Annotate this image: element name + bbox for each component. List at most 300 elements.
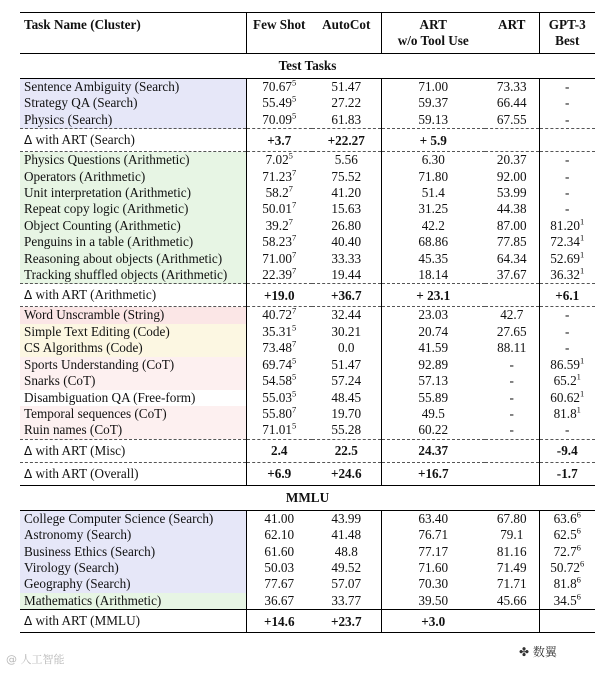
few-shot-cell bbox=[246, 544, 312, 560]
art-cell-value: 81.16 bbox=[496, 543, 527, 559]
autocot-cell-value: 0.0 bbox=[338, 340, 355, 356]
art-no-tool-cell-value: 59.13 bbox=[418, 111, 449, 127]
gpt3-best-cell-value: 60.62 bbox=[550, 389, 580, 405]
autocot-cell bbox=[312, 560, 381, 576]
art-cell-value: 71.71 bbox=[496, 576, 527, 592]
few-shot-citation: 5 bbox=[288, 150, 293, 161]
autocot-cell-value: 57.07 bbox=[331, 576, 362, 592]
few-shot-citation: 7 bbox=[291, 306, 297, 317]
autocot-cell-value: 15.63 bbox=[331, 201, 362, 217]
summary-art bbox=[485, 284, 539, 307]
art-cell bbox=[485, 234, 539, 250]
task-name: Business Ethics (Search) bbox=[20, 544, 246, 560]
header-task-name: Task Name (Cluster) bbox=[24, 17, 141, 32]
summary-few-shot: +14.6 bbox=[246, 610, 312, 633]
autocot-cell-value: 19.44 bbox=[331, 267, 362, 283]
art-no-tool-cell-value: 71.00 bbox=[418, 79, 449, 94]
few-shot-cell-value: 58.23 bbox=[262, 234, 292, 250]
autocot-cell bbox=[312, 307, 381, 324]
few-shot-citation: 5 bbox=[291, 77, 297, 88]
autocot-cell-value: 27.22 bbox=[331, 95, 362, 111]
watermark-right: ✤ 数翼 bbox=[519, 645, 557, 659]
few-shot-cell-value: 40.72 bbox=[262, 307, 292, 323]
gpt3-best-cell-value: 72.7 bbox=[553, 543, 577, 559]
few-shot-citation: 7 bbox=[291, 200, 297, 211]
task-name: Virology (Search) bbox=[20, 560, 246, 576]
task-name: College Computer Science (Search) bbox=[20, 510, 246, 527]
art-no-tool-cell bbox=[381, 251, 485, 267]
autocot-cell-value: 43.99 bbox=[331, 510, 362, 526]
few-shot-citation: 7 bbox=[291, 232, 297, 243]
watermark-left: @ 人工智能 bbox=[6, 653, 65, 666]
art-cell-value: 45.66 bbox=[496, 592, 527, 608]
gpt3-best-cell-value: 81.8 bbox=[553, 576, 577, 592]
table-row bbox=[20, 201, 595, 217]
autocot-cell bbox=[312, 185, 381, 201]
art-cell-value: 88.11 bbox=[497, 340, 527, 356]
gpt3-best-cell bbox=[539, 510, 595, 527]
few-shot-cell-value: 7.02 bbox=[265, 152, 289, 168]
gpt3-citation: 1 bbox=[576, 404, 581, 415]
few-shot-cell bbox=[246, 422, 312, 439]
task-name: Sports Understanding (CoT) bbox=[20, 357, 246, 373]
gpt3-best-cell bbox=[539, 112, 595, 129]
few-shot-citation: 7 bbox=[291, 404, 297, 415]
few-shot-citation: 5 bbox=[291, 110, 297, 121]
autocot-cell bbox=[312, 79, 381, 96]
table-row bbox=[20, 169, 595, 185]
gpt3-best-cell bbox=[539, 251, 595, 267]
art-cell-value: - bbox=[509, 405, 514, 421]
gpt3-best-cell-value: 36.32 bbox=[550, 267, 580, 283]
art-no-tool-cell bbox=[381, 79, 485, 96]
art-cell-value: 64.34 bbox=[496, 250, 527, 266]
few-shot-cell bbox=[246, 307, 312, 324]
summary-gpt3-best bbox=[539, 610, 595, 633]
table-row bbox=[20, 267, 595, 284]
gpt3-best-cell bbox=[539, 373, 595, 389]
gpt3-best-cell bbox=[539, 593, 595, 610]
autocot-cell-value: 30.21 bbox=[331, 323, 362, 339]
summary-label bbox=[20, 284, 246, 307]
autocot-cell-value: 55.28 bbox=[331, 422, 362, 438]
few-shot-cell bbox=[246, 527, 312, 543]
art-cell-value: 71.49 bbox=[496, 559, 527, 575]
gpt3-best-cell bbox=[539, 152, 595, 169]
art-cell bbox=[485, 201, 539, 217]
art-no-tool-cell-value: 51.4 bbox=[421, 185, 445, 201]
autocot-cell-value: 49.52 bbox=[331, 559, 362, 575]
autocot-cell-value: 40.40 bbox=[331, 234, 362, 250]
few-shot-cell-value: 71.01 bbox=[262, 422, 292, 438]
table-row bbox=[20, 527, 595, 543]
gpt3-best-cell bbox=[539, 560, 595, 576]
summary-autocot: 22.5 bbox=[312, 439, 381, 462]
task-name: Physics Questions (Arithmetic) bbox=[20, 152, 246, 169]
few-shot-cell-value: 22.39 bbox=[262, 267, 292, 283]
few-shot-cell bbox=[246, 593, 312, 610]
gpt3-citation: 1 bbox=[579, 265, 585, 276]
art-no-tool-cell-value: 59.37 bbox=[418, 95, 449, 111]
summary-row-overall bbox=[20, 462, 595, 485]
art-cell bbox=[485, 527, 539, 543]
summary-label-text: with ART (Search) bbox=[32, 132, 135, 148]
task-name: Simple Text Editing (Code) bbox=[20, 324, 246, 340]
summary-art-no-tool: 24.37 bbox=[381, 439, 485, 462]
gpt3-best-cell-value: - bbox=[565, 111, 570, 127]
gpt3-best-cell bbox=[539, 422, 595, 439]
art-no-tool-cell-value: 57.13 bbox=[418, 373, 449, 389]
autocot-cell bbox=[312, 169, 381, 185]
art-cell bbox=[485, 373, 539, 389]
art-no-tool-cell-value: 55.89 bbox=[418, 389, 449, 405]
few-shot-cell bbox=[246, 340, 312, 356]
art-no-tool-cell bbox=[381, 560, 485, 576]
art-no-tool-cell-value: 41.59 bbox=[418, 340, 449, 356]
few-shot-cell-value: 50.03 bbox=[264, 559, 295, 575]
few-shot-cell-value: 39.2 bbox=[265, 217, 289, 233]
gpt3-best-cell-value: - bbox=[565, 340, 570, 356]
art-no-tool-cell bbox=[381, 324, 485, 340]
art-cell bbox=[485, 340, 539, 356]
gpt3-best-cell-value: 86.59 bbox=[550, 356, 580, 372]
art-no-tool-cell bbox=[381, 340, 485, 356]
autocot-cell bbox=[312, 201, 381, 217]
art-cell bbox=[485, 406, 539, 422]
art-cell bbox=[485, 95, 539, 111]
summary-gpt3-best: -9.4 bbox=[539, 439, 595, 462]
gpt3-best-cell-value: 72.34 bbox=[550, 234, 580, 250]
autocot-cell bbox=[312, 357, 381, 373]
gpt3-citation: 6 bbox=[576, 591, 581, 602]
header-art-no-tool-line2: w/o Tool Use bbox=[397, 33, 469, 48]
table-row bbox=[20, 218, 595, 234]
delta-symbol: Δ bbox=[24, 443, 33, 458]
few-shot-citation: 5 bbox=[291, 388, 297, 399]
gpt3-best-cell-value: 34.5 bbox=[553, 592, 577, 608]
art-cell bbox=[485, 218, 539, 234]
few-shot-citation: 5 bbox=[291, 94, 297, 105]
gpt3-best-cell-value: - bbox=[565, 79, 570, 94]
gpt3-best-cell-value: 65.2 bbox=[553, 373, 577, 389]
task-name: Unit interpretation (Arithmetic) bbox=[20, 185, 246, 201]
gpt3-best-cell bbox=[539, 340, 595, 356]
art-no-tool-cell-value: 77.17 bbox=[418, 543, 449, 559]
autocot-cell bbox=[312, 251, 381, 267]
few-shot-cell-value: 50.01 bbox=[262, 201, 292, 217]
table-row bbox=[20, 357, 595, 373]
few-shot-cell-value: 77.67 bbox=[264, 576, 295, 592]
few-shot-citation: 5 bbox=[291, 322, 297, 333]
gpt3-citation: 1 bbox=[579, 216, 585, 227]
gpt3-citation: 6 bbox=[579, 558, 585, 569]
few-shot-cell bbox=[246, 357, 312, 373]
table-row bbox=[20, 79, 595, 96]
few-shot-cell-value: 58.2 bbox=[265, 185, 289, 201]
autocot-cell-value: 19.70 bbox=[331, 405, 362, 421]
table-row bbox=[20, 510, 595, 527]
gpt3-best-cell bbox=[539, 185, 595, 201]
art-cell bbox=[485, 357, 539, 373]
art-no-tool-cell bbox=[381, 422, 485, 439]
few-shot-cell-value: 71.00 bbox=[262, 250, 292, 266]
autocot-cell bbox=[312, 373, 381, 389]
art-no-tool-cell-value: 63.40 bbox=[418, 510, 449, 526]
art-no-tool-cell bbox=[381, 390, 485, 406]
autocot-cell bbox=[312, 112, 381, 129]
autocot-cell bbox=[312, 267, 381, 284]
art-cell bbox=[485, 510, 539, 527]
gpt3-citation: 6 bbox=[576, 509, 581, 520]
art-no-tool-cell-value: 92.89 bbox=[418, 356, 449, 372]
task-name: Sentence Ambiguity (Search) bbox=[20, 79, 246, 96]
section-title-mmlu: MMLU bbox=[20, 485, 595, 510]
autocot-cell-value: 61.83 bbox=[331, 111, 362, 127]
art-no-tool-cell-value: 68.86 bbox=[418, 234, 449, 250]
art-cell-value: 20.37 bbox=[496, 152, 527, 168]
section-title-test-tasks: Test Tasks bbox=[20, 54, 595, 79]
art-no-tool-cell-value: 71.80 bbox=[418, 168, 449, 184]
autocot-cell bbox=[312, 576, 381, 592]
gpt3-best-cell bbox=[539, 169, 595, 185]
task-name: Ruin names (CoT) bbox=[20, 422, 246, 439]
art-no-tool-cell bbox=[381, 267, 485, 284]
delta-symbol: Δ bbox=[24, 614, 33, 629]
gpt3-best-cell-value: - bbox=[565, 323, 570, 339]
task-name: Reasoning about objects (Arithmetic) bbox=[20, 251, 246, 267]
art-no-tool-cell bbox=[381, 510, 485, 527]
gpt3-best-cell bbox=[539, 201, 595, 217]
art-no-tool-cell bbox=[381, 527, 485, 543]
gpt3-citation: 6 bbox=[576, 525, 581, 536]
header-gpt3-line1: GPT-3 bbox=[548, 17, 586, 32]
summary-art-no-tool: + 5.9 bbox=[381, 129, 485, 152]
section-mmlu bbox=[20, 485, 595, 510]
summary-art-no-tool: +16.7 bbox=[381, 462, 485, 485]
few-shot-cell bbox=[246, 324, 312, 340]
few-shot-cell bbox=[246, 79, 312, 96]
few-shot-cell bbox=[246, 169, 312, 185]
few-shot-cell-value: 41.00 bbox=[264, 510, 295, 526]
table-row bbox=[20, 390, 595, 406]
few-shot-cell-value: 35.31 bbox=[262, 323, 292, 339]
art-cell bbox=[485, 79, 539, 96]
gpt3-citation: 6 bbox=[576, 542, 581, 553]
header-autocot: AutoCot bbox=[322, 17, 371, 32]
table-row bbox=[20, 560, 595, 576]
gpt3-best-cell bbox=[539, 576, 595, 592]
few-shot-cell-value: 70.67 bbox=[262, 79, 292, 94]
autocot-cell-value: 5.56 bbox=[334, 152, 358, 168]
autocot-cell bbox=[312, 324, 381, 340]
art-cell bbox=[485, 390, 539, 406]
few-shot-cell bbox=[246, 152, 312, 169]
summary-autocot: +24.6 bbox=[312, 462, 381, 485]
task-name: Physics (Search) bbox=[20, 112, 246, 129]
table-body bbox=[20, 54, 595, 633]
summary-few-shot: 2.4 bbox=[246, 439, 312, 462]
summary-art bbox=[485, 439, 539, 462]
gpt3-best-cell bbox=[539, 406, 595, 422]
art-no-tool-cell-value: 60.22 bbox=[418, 422, 449, 438]
table-row bbox=[20, 324, 595, 340]
gpt3-best-cell-value: 63.6 bbox=[553, 510, 577, 526]
summary-few-shot: +6.9 bbox=[246, 462, 312, 485]
gpt3-best-cell-value: 81.20 bbox=[550, 217, 580, 233]
art-cell bbox=[485, 422, 539, 439]
gpt3-best-cell bbox=[539, 544, 595, 560]
few-shot-citation: 7 bbox=[291, 265, 297, 276]
art-cell bbox=[485, 560, 539, 576]
few-shot-cell bbox=[246, 560, 312, 576]
few-shot-cell bbox=[246, 510, 312, 527]
summary-autocot: +23.7 bbox=[312, 610, 381, 633]
gpt3-best-cell bbox=[539, 79, 595, 96]
summary-row-mmlu bbox=[20, 610, 595, 633]
table-row bbox=[20, 307, 595, 324]
art-cell-value: - bbox=[509, 356, 514, 372]
gpt3-best-cell bbox=[539, 307, 595, 324]
few-shot-cell bbox=[246, 267, 312, 284]
table-row bbox=[20, 593, 595, 610]
art-no-tool-cell-value: 23.03 bbox=[418, 307, 449, 323]
summary-art bbox=[485, 462, 539, 485]
summary-row-search bbox=[20, 129, 595, 152]
header-gpt3-best bbox=[539, 13, 595, 54]
art-cell bbox=[485, 152, 539, 169]
autocot-cell-value: 51.47 bbox=[331, 79, 362, 94]
summary-label-text: with ART (MMLU) bbox=[32, 613, 140, 629]
gpt3-best-cell-value: 50.72 bbox=[550, 559, 580, 575]
few-shot-citation: 7 bbox=[288, 216, 293, 227]
few-shot-cell-value: 55.49 bbox=[262, 95, 292, 111]
art-cell-value: 44.38 bbox=[496, 201, 527, 217]
gpt3-best-cell bbox=[539, 267, 595, 284]
art-no-tool-cell bbox=[381, 201, 485, 217]
results-table bbox=[20, 12, 595, 633]
autocot-cell bbox=[312, 95, 381, 111]
autocot-cell bbox=[312, 406, 381, 422]
few-shot-cell bbox=[246, 390, 312, 406]
autocot-cell-value: 33.77 bbox=[331, 592, 362, 608]
autocot-cell bbox=[312, 544, 381, 560]
task-name: Repeat copy logic (Arithmetic) bbox=[20, 201, 246, 217]
art-cell-value: 77.85 bbox=[496, 234, 527, 250]
art-cell bbox=[485, 576, 539, 592]
summary-few-shot: +3.7 bbox=[246, 129, 312, 152]
gpt3-best-cell-value: - bbox=[565, 422, 570, 438]
art-no-tool-cell bbox=[381, 185, 485, 201]
gpt3-citation: 1 bbox=[579, 232, 585, 243]
art-cell-value: 79.1 bbox=[500, 527, 524, 543]
few-shot-citation: 5 bbox=[291, 420, 297, 431]
summary-gpt3-best: +6.1 bbox=[539, 284, 595, 307]
art-no-tool-cell bbox=[381, 152, 485, 169]
summary-art-no-tool: +3.0 bbox=[381, 610, 485, 633]
autocot-cell bbox=[312, 390, 381, 406]
task-name: Disambiguation QA (Free-form) bbox=[24, 389, 196, 405]
autocot-cell-value: 48.8 bbox=[334, 543, 358, 559]
summary-label bbox=[20, 129, 246, 152]
autocot-cell-value: 75.52 bbox=[331, 168, 362, 184]
autocot-cell bbox=[312, 593, 381, 610]
table-row bbox=[20, 576, 595, 592]
header-art-no-tool bbox=[381, 13, 485, 54]
art-cell-value: 27.65 bbox=[496, 323, 527, 339]
art-cell-value: 73.33 bbox=[496, 79, 527, 94]
summary-label-text: with ART (Overall) bbox=[32, 465, 139, 481]
autocot-cell-value: 32.44 bbox=[331, 307, 362, 323]
few-shot-cell bbox=[246, 185, 312, 201]
few-shot-cell bbox=[246, 95, 312, 111]
summary-row-misc bbox=[20, 439, 595, 462]
autocot-cell-value: 48.45 bbox=[331, 389, 362, 405]
delta-symbol: Δ bbox=[24, 288, 33, 303]
task-name: Tracking shuffled objects (Arithmetic) bbox=[20, 267, 246, 284]
table-row bbox=[20, 340, 595, 356]
task-name: Penguins in a table (Arithmetic) bbox=[20, 234, 246, 250]
gpt3-best-cell bbox=[539, 324, 595, 340]
summary-gpt3-best bbox=[539, 129, 595, 152]
gpt3-best-cell bbox=[539, 218, 595, 234]
gpt3-citation: 1 bbox=[579, 355, 585, 366]
few-shot-citation: 5 bbox=[291, 355, 297, 366]
autocot-cell bbox=[312, 340, 381, 356]
art-no-tool-cell bbox=[381, 406, 485, 422]
art-no-tool-cell-value: 76.71 bbox=[418, 527, 449, 543]
summary-label-text: with ART (Misc) bbox=[32, 442, 126, 458]
few-shot-citation: 7 bbox=[291, 338, 297, 349]
art-cell bbox=[485, 251, 539, 267]
task-name: CS Algorithms (Code) bbox=[20, 340, 246, 356]
gpt3-best-cell bbox=[539, 234, 595, 250]
art-cell bbox=[485, 112, 539, 129]
gpt3-best-cell-value: - bbox=[565, 95, 570, 111]
art-cell-value: 66.44 bbox=[496, 95, 527, 111]
few-shot-citation: 7 bbox=[291, 249, 297, 260]
few-shot-cell bbox=[246, 201, 312, 217]
gpt3-best-cell-value: - bbox=[565, 185, 570, 201]
few-shot-cell-value: 73.48 bbox=[262, 340, 292, 356]
art-cell-value: - bbox=[509, 373, 514, 389]
summary-art bbox=[485, 610, 539, 633]
summary-autocot: +36.7 bbox=[312, 284, 381, 307]
summary-art-no-tool: + 23.1 bbox=[381, 284, 485, 307]
few-shot-citation: 5 bbox=[291, 371, 297, 382]
few-shot-cell-value: 55.80 bbox=[262, 405, 292, 421]
table-row bbox=[20, 185, 595, 201]
art-no-tool-cell bbox=[381, 357, 485, 373]
art-cell bbox=[485, 307, 539, 324]
autocot-cell bbox=[312, 510, 381, 527]
few-shot-citation: 7 bbox=[291, 167, 297, 178]
summary-autocot: +22.27 bbox=[312, 129, 381, 152]
summary-few-shot: +19.0 bbox=[246, 284, 312, 307]
gpt3-best-cell-value: 62.5 bbox=[553, 527, 577, 543]
summary-gpt3-best: -1.7 bbox=[539, 462, 595, 485]
art-no-tool-cell bbox=[381, 112, 485, 129]
few-shot-cell bbox=[246, 112, 312, 129]
art-cell-value: - bbox=[509, 389, 514, 405]
header-row bbox=[20, 13, 595, 54]
art-cell-value: 92.00 bbox=[496, 168, 527, 184]
table-row bbox=[20, 112, 595, 129]
art-no-tool-cell-value: 6.30 bbox=[421, 152, 445, 168]
task-name: Operators (Arithmetic) bbox=[20, 169, 246, 185]
summary-art bbox=[485, 129, 539, 152]
art-no-tool-cell bbox=[381, 593, 485, 610]
gpt3-best-cell-value: - bbox=[565, 201, 570, 217]
